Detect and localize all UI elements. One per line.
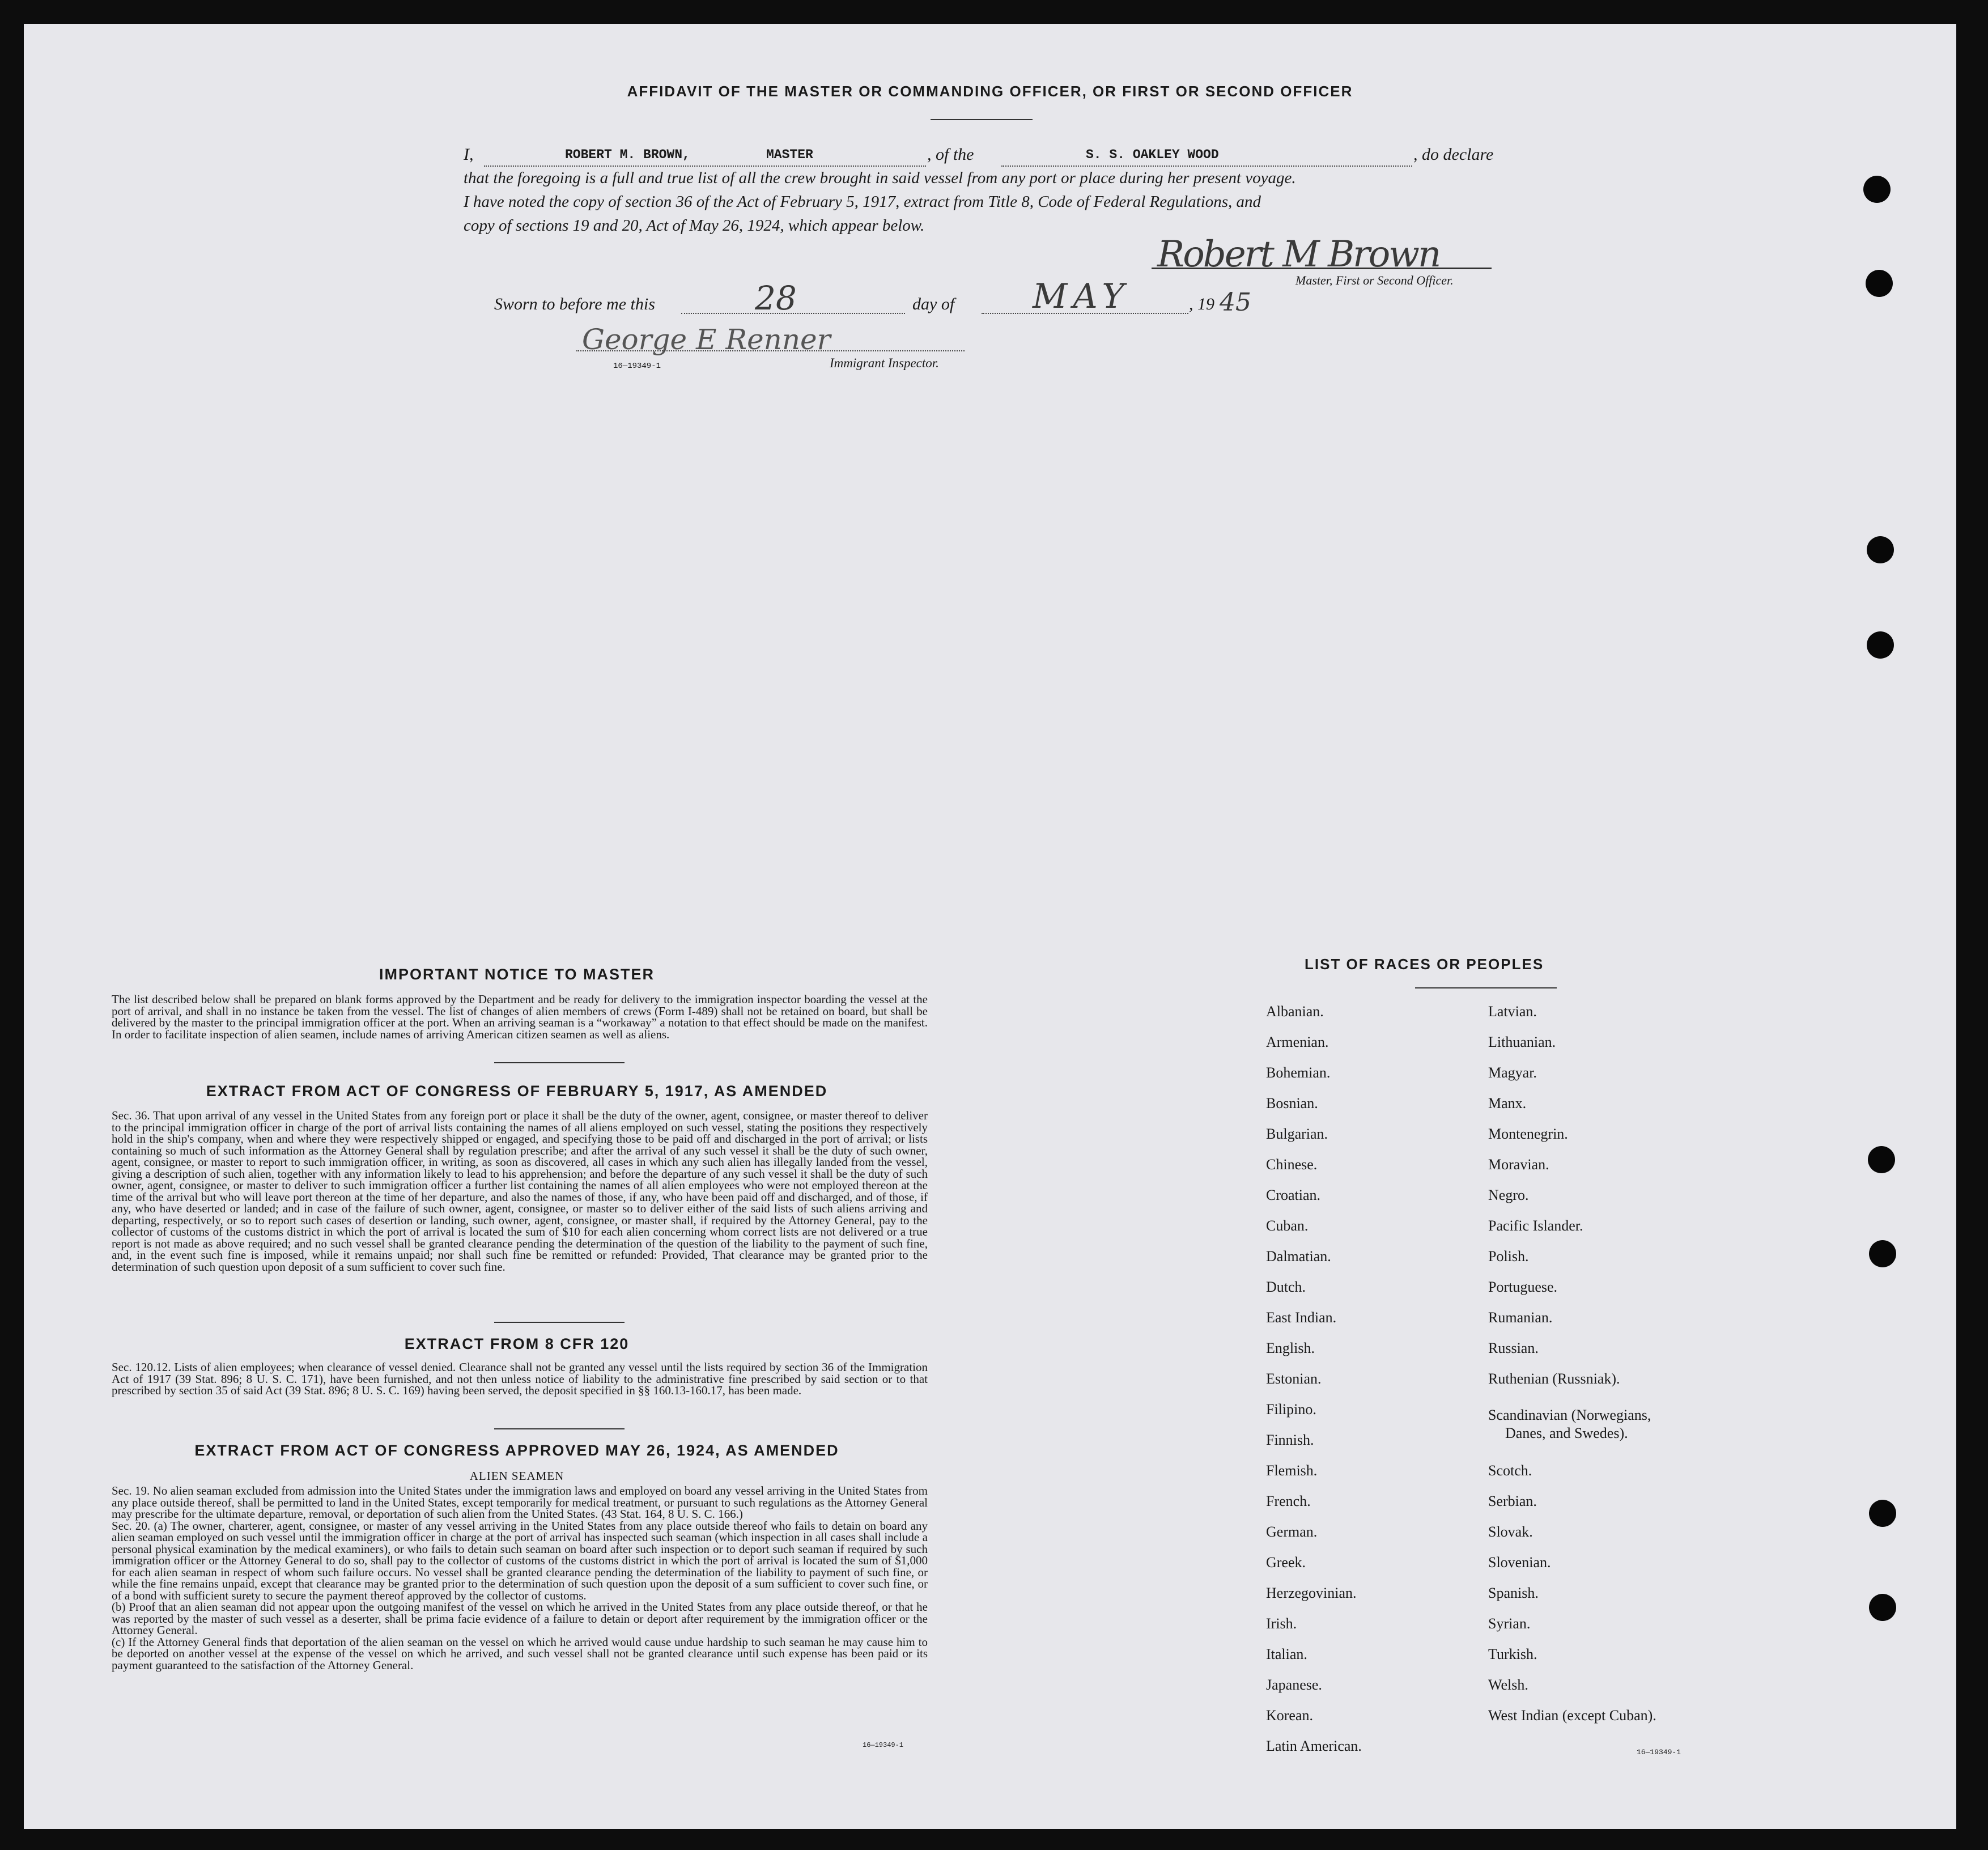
race-item: Negro. [1488, 1187, 1529, 1203]
sec20b-paragraph: (b) Proof that an alien seaman did not appear upon the outgoing manifest of the vessel on which he arrived in the United States from any place outside thereof, or that he was reported by the master of such vessel as a deserter, shall be prima facie evidence of a failure to detain or deport after requirement by the immigration officer or the Attorney General. [112, 1600, 928, 1637]
race-item: Pacific Islander. [1488, 1217, 1583, 1234]
notice-rule [494, 1062, 625, 1063]
race-item: Latvian. [1488, 1003, 1537, 1020]
punch-hole [1867, 536, 1894, 563]
race-item: Bohemian. [1266, 1064, 1331, 1081]
declaration-line-4: copy of sections 19 and 20, Act of May 26, 1924, which appear below. [464, 217, 925, 235]
inspector-caption: Immigrant Inspector. [830, 356, 939, 370]
punch-hole [1867, 631, 1894, 659]
race-item: Rumanian. [1488, 1309, 1553, 1326]
races-rule [1415, 987, 1557, 988]
race-item: Finnish. [1266, 1432, 1314, 1448]
race-item: Greek. [1266, 1554, 1306, 1571]
race-item: Russian. [1488, 1340, 1539, 1356]
race-item: Scandinavian (Norwegians, [1488, 1407, 1651, 1423]
race-item: Armenian. [1266, 1034, 1329, 1050]
race-item: Bosnian. [1266, 1095, 1318, 1111]
extract-cfr-body: Sec. 120.12. Lists of alien employees; when clearance of vessel denied. Clearance shall not be granted any vessel until the lists required by section 36 of the Immigration Act of 1917 (39 Stat. 896; 8 U. S. C. 171), have been furnished, and not then unless notice of liability to the administrative fine prescribed by said section or to that prescribed by section 35 of said Act (39 Stat. 896; 8 U. S. C. 169) having been served, the deposit specified in §§ 160.13-160.17, has been made. [112, 1360, 928, 1397]
extract-1917-rule [494, 1322, 625, 1323]
declaration-line-3: I have noted the copy of section 36 of the Act of February 5, 1917, extract from Title 8, Code of Federal Regulations, and [464, 193, 1261, 211]
race-item: Scotch. [1488, 1462, 1532, 1479]
race-item: Spanish. [1488, 1585, 1539, 1601]
affidavit-i: I, [464, 145, 474, 164]
race-item: Slovenian. [1488, 1554, 1551, 1571]
inspector-signature: George E Renner [582, 323, 831, 356]
inspector-line [576, 350, 965, 351]
punch-hole [1869, 1594, 1896, 1621]
race-item: Filipino. [1266, 1401, 1316, 1418]
vessel-name: S. S. OAKLEY WOOD [1086, 147, 1219, 162]
extract-1924-body [112, 1485, 928, 1671]
race-item: Albanian. [1266, 1003, 1324, 1020]
race-item: Irish. [1266, 1615, 1297, 1632]
race-item: Bulgarian. [1266, 1126, 1328, 1142]
of-the-label: , of the [927, 145, 974, 164]
notice-title: IMPORTANT NOTICE TO MASTER [379, 966, 655, 983]
race-item: Syrian. [1488, 1615, 1531, 1632]
year-prefix: , 19 [1189, 295, 1214, 313]
race-item: East Indian. [1266, 1309, 1337, 1326]
race-item: Chinese. [1266, 1156, 1318, 1173]
race-item: Dalmatian. [1266, 1248, 1331, 1265]
race-item: Lithuanian. [1488, 1034, 1556, 1050]
race-item: Italian. [1266, 1646, 1307, 1662]
master-signature: Robert M Brown [1157, 234, 1440, 275]
document-page [24, 24, 1956, 1829]
race-item: Serbian. [1488, 1493, 1537, 1509]
race-item: Ruthenian (Russniak). [1488, 1370, 1620, 1387]
race-item: Montenegrin. [1488, 1126, 1568, 1142]
notice-body: The list described below shall be prepared on blank forms approved by the Department and be ready for delivery to the immigration inspector boarding the vessel at the port of arrival, and shall in no instance be taken from the vessel. The list of changes of alien members of crews (Form I-489) shall not be retained on board, but shall be delivered by the master to the principal immigration officer at the port. When an arriving seaman is a “workaway” a notation to that effect should be made on the manifest. In order to facilitate inspection of alien seamen, include names of arriving American citizen seamen as well as aliens. [112, 992, 928, 1041]
do-declare-label: , do declare [1413, 145, 1494, 164]
punch-hole [1868, 1146, 1895, 1173]
race-item: Cuban. [1266, 1217, 1309, 1234]
race-item: Manx. [1488, 1095, 1527, 1111]
sec20a-paragraph: Sec. 20. (a) The owner, charterer, agent, consignee, or master of any vessel arriving in the United States from any place outside thereof who fails to detain on board any alien seaman employed on such vessel until the immigration officer in charge at the port of arrival has inspected such seaman (which inspection in all cases shall include a personal physical examination by the medical examiners), or who fails to detain such seaman on board after such inspection or to deport such seaman if required by such immigration officer or the Attorney General to do so, shall pay to the collector of customs of the customs district in which the port of arrival is located the sum of $1,000 for each alien seaman in respect of whom such failure occurs. No vessel shall be granted clearance pending the determination of the liability to payment of such fine, or while the fine remains unpaid, except that clearance may be granted prior to the determination of such question upon the deposit of a sum sufficient to cover such fine, or of a bond with sufficient surety to secure the payment thereof approved by the collector of customs. [112, 1518, 928, 1602]
inspector-form-number: 16—19349-1 [613, 362, 661, 371]
race-item: Flemish. [1266, 1462, 1318, 1479]
race-item: Danes, and Swedes). [1505, 1425, 1628, 1441]
race-item: Dutch. [1266, 1279, 1306, 1295]
race-item: Welsh. [1488, 1677, 1528, 1693]
year-suffix: 45 [1220, 288, 1251, 317]
sworn-month: MAY [1033, 277, 1130, 316]
race-item: French. [1266, 1493, 1311, 1509]
officer-name: ROBERT M. BROWN, [565, 147, 690, 162]
punch-hole [1869, 1240, 1896, 1267]
name-line [484, 166, 926, 167]
signature-caption: Master, First or Second Officer. [1295, 273, 1454, 287]
punch-hole [1866, 270, 1893, 297]
extract-1917-body: Sec. 36. That upon arrival of any vessel in the United States from any foreign port or place it shall be the duty of the owner, agent, consignee, or master thereof to deliver to the principal immigration officer in charge of the port of arrival lists containing the names of all aliens employed on such vessel, stating the positions they respectively hold in the ship's company, when and where they were respectively shipped or engaged, and specifying those to be paid off and discharged in the port of arrival; or lists containing so much of such information as the Attorney General shall by regulation prescribe; and after the arrival of any such vessel it shall be the duty of such owner, agent, consignee, or master to report to such immigration officer, in writing, as soon as discovered, all cases in which any such alien has illegally landed from the vessel, giving a description of such alien, together with any information likely to lead to his apprehension; and before the departure of any such vessel it shall be the duty of such owner, agent, consignee, or master to deliver to such immigration officer a further list containing the names of all alien employees who were not employed thereon at the time of the arrival but who will leave port thereon at the time of her departure, and also the names of those, if any, who have been paid off and discharged, and of those, if any, who have deserted or landed; and in case of the failure of such owner, agent, consignee, or master so to deliver either of the said lists of such aliens arriving and departing, respectively, or so to report such cases of desertion or landing, such owner, agent, consignee, or master shall, if required by the Attorney General, pay to the collector of customs of the customs district in which the port of arrival is located the sum of $10 for each alien concerning whom correct lists are not delivered or a true report is not made as above required; and no such vessel shall be granted clearance pending the determination of the question of the liability to the payment of such fine, and, in the event such fine is imposed, while it remains unpaid; nor shall such fine be remitted or refunded: Provided, That clearance may be granted prior to the determination of such question upon deposit of a sum sufficient to cover such fine. [112, 1109, 928, 1274]
race-item: Magyar. [1488, 1064, 1537, 1081]
race-item: Latin American. [1266, 1738, 1362, 1754]
day-of-label: day of [912, 295, 955, 313]
races-title: LIST OF RACES OR PEOPLES [1305, 956, 1544, 973]
race-item: German. [1266, 1524, 1318, 1540]
sec20c-paragraph: (c) If the Attorney General finds that deportation of the alien seaman on the vessel on which he arrived would cause undue hardship to such seaman he may cause him to be deported on another vessel at the expense of the vessel on which he arrived, and such vessel shall not be granted clearance until such expense has been paid or its payment guaranteed to the satisfaction of the Attorney General. [112, 1635, 928, 1672]
declaration-line-2: that the foregoing is a full and true list of all the crew brought in said vessel from any port or place during her present voyage. [464, 169, 1296, 187]
punch-hole [1863, 176, 1891, 203]
race-item: Korean. [1266, 1707, 1314, 1724]
race-item: Croatian. [1266, 1187, 1321, 1203]
extract-1917-title: EXTRACT FROM ACT OF CONGRESS OF FEBRUARY 5, 1917, AS AMENDED [206, 1083, 828, 1100]
race-item: Slovak. [1488, 1524, 1533, 1540]
signature-line [1152, 268, 1492, 269]
extract-form-number: 16—19349-1 [863, 1741, 904, 1749]
race-item: Turkish. [1488, 1646, 1537, 1662]
race-item: Polish. [1488, 1248, 1529, 1265]
race-item: West Indian (except Cuban). [1488, 1707, 1656, 1724]
sworn-label: Sworn to before me this [494, 295, 655, 313]
extract-1924-subtitle: ALIEN SEAMEN [469, 1469, 564, 1483]
race-item: English. [1266, 1340, 1315, 1356]
race-item: Estonian. [1266, 1370, 1322, 1387]
race-item: Herzegovinian. [1266, 1585, 1357, 1601]
extract-1924-title: EXTRACT FROM ACT OF CONGRESS APPROVED MAY 26, 1924, AS AMENDED [194, 1442, 839, 1459]
title-rule [931, 119, 1033, 120]
sworn-day: 28 [755, 279, 797, 317]
race-item: Portuguese. [1488, 1279, 1558, 1295]
extract-cfr-rule [494, 1428, 625, 1429]
race-item: Moravian. [1488, 1156, 1549, 1173]
races-form-number: 16—19349-1 [1637, 1748, 1681, 1756]
sec19-paragraph: Sec. 19. No alien seaman excluded from admission into the United States under the immigration laws and employed on board any vessel arriving in the United States from any place outside thereof, shall be permitted to land in the United States, except temporarily for medical treatment, or pursuant to such regulations as the Attorney General may prescribe for the ultimate departure, removal, or deportation of such alien from the United States. (43 Stat. 164, 8 U. S. C. 166.) [112, 1484, 928, 1521]
officer-rank: MASTER [766, 147, 813, 162]
affidavit-title: AFFIDAVIT OF THE MASTER OR COMMANDING OFFICER, OR FIRST OR SECOND OFFICER [627, 83, 1353, 100]
extract-cfr-title: EXTRACT FROM 8 CFR 120 [404, 1335, 630, 1352]
punch-hole [1869, 1500, 1896, 1527]
race-item: Japanese. [1266, 1677, 1322, 1693]
vessel-line [1001, 166, 1412, 167]
